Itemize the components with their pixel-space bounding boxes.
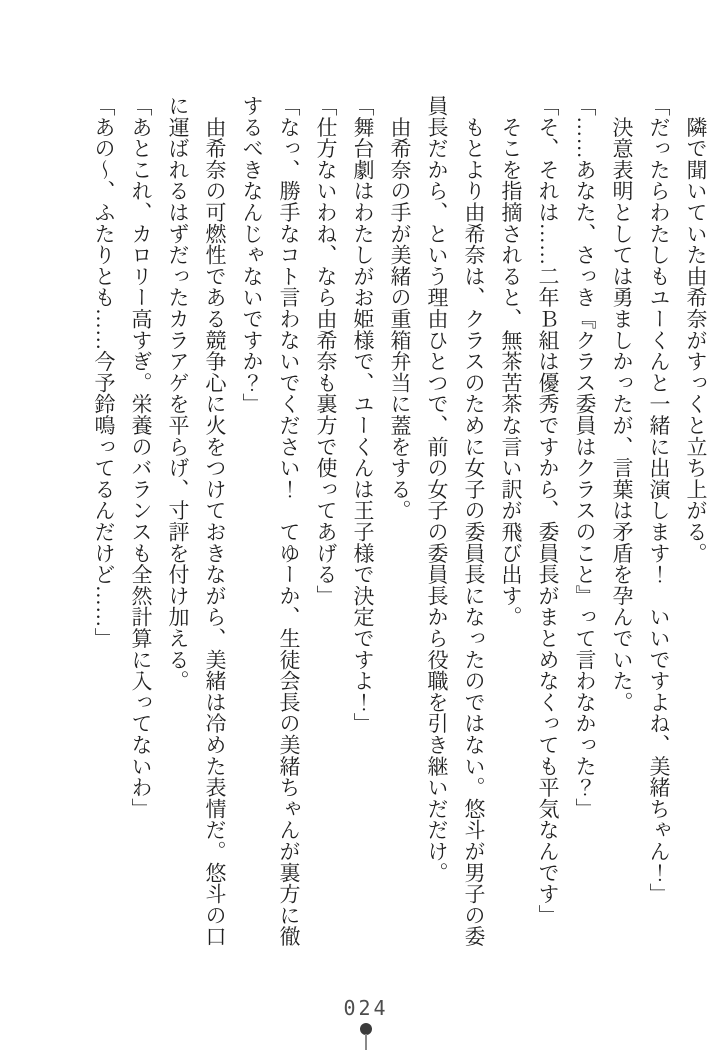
page-number: 024 <box>343 996 389 1020</box>
text-line: に運ばれるはずだったカラアゲを平らげ、寸評を付け加える。 <box>166 95 190 692</box>
text-block <box>85 95 714 967</box>
text-line: 「……あなた、さっき『クラス委員はクラスのこと』って言わなかった？」 <box>573 95 597 820</box>
text-line: 「あの〜、ふたりとも……今予鈴鳴ってるんだけど……」 <box>92 95 116 649</box>
text-line: 「仕方ないわね、なら由希奈も裏方で使ってあげる」 <box>314 95 338 607</box>
text-line: 由希奈の可燃性である競争心に火をつけておきながら、美緒は冷めた表情だ。悠斗の口 <box>203 95 227 947</box>
footer-rule-ornament <box>365 1034 367 1050</box>
text-line: 「だったらわたしもユーくんと一緒に出演します！ いいですよね、美緒ちゃん！」 <box>647 95 671 905</box>
text-line: 決意表明としては勇ましかったが、言葉は矛盾を孕んでいた。 <box>610 95 634 713</box>
text-line: 「あとこれ、カロリー高すぎ。栄養のバランスも全然計算に入ってないわ」 <box>129 95 153 820</box>
text-line: 由希奈の手が美緒の重箱弁当に蓋をする。 <box>388 95 412 521</box>
text-line: 員長だから、という理由ひとつで、前の女子の委員長から役職を引き継いだだけ。 <box>425 95 449 884</box>
text-line: 隣で聞いていた由希奈がすっくと立ち上がる。 <box>684 95 708 564</box>
text-line: そこを指摘されると、無茶苦茶な言い訳が飛び出す。 <box>499 95 523 628</box>
text-line: もとより由希奈は、クラスのために女子の委員長になったのではない。悠斗が男子の委 <box>462 95 486 947</box>
text-line: するべきなんじゃないですか？」 <box>240 95 264 415</box>
text-line: 「舞台劇はわたしがお姫様で、ユーくんは王子様で決定ですよ！」 <box>351 95 375 734</box>
page-footer <box>0 990 718 1050</box>
text-line: 「なっ、勝手なコト言わないでください！ てゆーか、生徒会長の美緒ちゃんが裏方に徹 <box>277 95 301 947</box>
text-line: 「そ、それは……二年Ｂ組は優秀ですから、委員長がまとめなくっても平気なんです」 <box>536 95 560 926</box>
